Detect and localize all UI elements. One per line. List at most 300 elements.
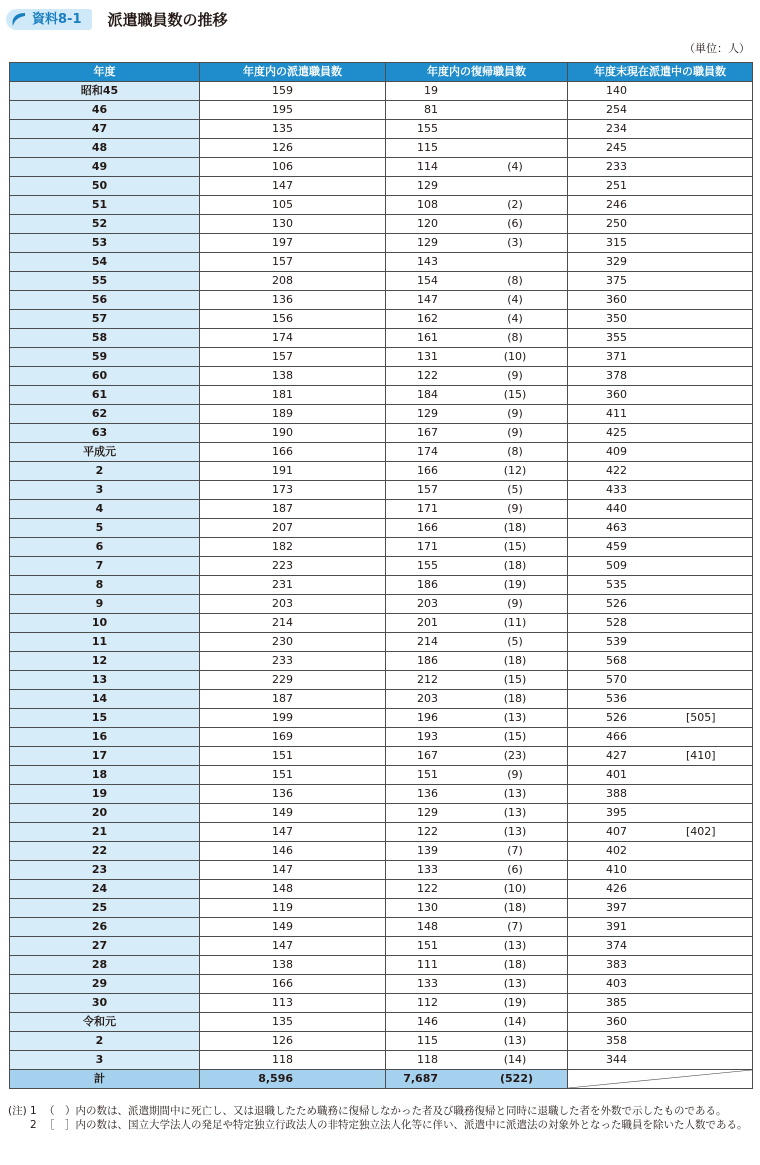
returned-note: (5) [507, 635, 523, 648]
dispatched-cell: 181 [272, 388, 293, 401]
dispatched-cell: 138 [272, 369, 293, 382]
table-row [10, 671, 753, 690]
returned-cell: 203 [417, 597, 438, 610]
returned-note: (23) [503, 749, 527, 762]
returned-note: (8) [507, 274, 523, 287]
returned-cell: 112 [417, 996, 438, 1009]
returned-cell: 147 [417, 293, 438, 306]
returned-note: (4) [507, 293, 523, 306]
returned-note: (13) [503, 825, 527, 838]
document-header [6, 8, 228, 30]
year-cell: 4 [10, 500, 200, 519]
current-cell: 459 [606, 540, 627, 553]
table-body [10, 82, 753, 1089]
total-returned-note: (522) [500, 1072, 534, 1085]
dispatched-cell: 136 [272, 787, 293, 800]
dispatched-cell: 191 [272, 464, 293, 477]
returned-cell: 129 [417, 407, 438, 420]
returned-cell: 201 [417, 616, 438, 629]
year-cell: 48 [10, 139, 200, 158]
year-cell: 25 [10, 899, 200, 918]
dispatched-cell: 190 [272, 426, 293, 439]
current-cell: 375 [606, 274, 627, 287]
table-row [10, 367, 753, 386]
dispatched-cell: 157 [272, 350, 293, 363]
year-cell: 19 [10, 785, 200, 804]
returned-cell: 118 [417, 1053, 438, 1066]
total-row [10, 1070, 753, 1089]
table-row [10, 614, 753, 633]
returned-cell: 171 [417, 540, 438, 553]
dispatched-cell: 149 [272, 806, 293, 819]
note-text: ［ ］内の数は、国立大学法人の発足や特定独立行政法人の非特定独立法人化等に伴い、派遣中に派遣法の対象外となった職員を除いた人数である。 [44, 1119, 748, 1131]
returned-cell: 184 [417, 388, 438, 401]
returned-note: (8) [507, 331, 523, 344]
table-row [10, 880, 753, 899]
returned-note: (9) [507, 502, 523, 515]
table-row [10, 747, 753, 766]
note-text: （ ）内の数は、派遣期間中に死亡し、又は退職したため職務に復帰しなかった者及び職務復帰と同時に退職した者を外数で示したものである。 [44, 1105, 727, 1117]
current-cell: 388 [606, 787, 627, 800]
current-cell: 246 [606, 198, 627, 211]
table-row [10, 861, 753, 880]
table-row [10, 215, 753, 234]
dispatched-cell: 174 [272, 331, 293, 344]
returned-cell: 122 [417, 825, 438, 838]
table-row [10, 595, 753, 614]
current-cell: 509 [606, 559, 627, 572]
returned-cell: 167 [417, 749, 438, 762]
returned-cell: 81 [424, 103, 438, 116]
returned-note: (9) [507, 426, 523, 439]
returned-note: (13) [503, 806, 527, 819]
returned-cell: 139 [417, 844, 438, 857]
table-row [10, 804, 753, 823]
year-cell: 20 [10, 804, 200, 823]
year-cell: 昭和45 [10, 82, 200, 101]
dispatched-cell: 119 [272, 901, 293, 914]
returned-note: (10) [503, 882, 527, 895]
year-cell: 3 [10, 481, 200, 500]
current-cell: 383 [606, 958, 627, 971]
current-cell: 358 [606, 1034, 627, 1047]
dispatched-cell: 166 [272, 977, 293, 990]
year-cell: 51 [10, 196, 200, 215]
unit-label: （単位：人） [684, 42, 750, 55]
returned-note: (9) [507, 369, 523, 382]
table-row [10, 82, 753, 101]
returned-note: (18) [503, 958, 527, 971]
current-cell: 344 [606, 1053, 627, 1066]
table-row [10, 253, 753, 272]
year-cell: 49 [10, 158, 200, 177]
current-cell: 250 [606, 217, 627, 230]
current-cell: 401 [606, 768, 627, 781]
table-row [10, 443, 753, 462]
dispatched-cell: 151 [272, 768, 293, 781]
year-cell: 16 [10, 728, 200, 747]
current-cell: 315 [606, 236, 627, 249]
dispatched-cell: 147 [272, 179, 293, 192]
table-row [10, 557, 753, 576]
returned-cell: 203 [417, 692, 438, 705]
returned-note: (4) [507, 312, 523, 325]
col-header-current: 年度末現在派遣中の職員数 [568, 63, 753, 82]
returned-note: (10) [503, 350, 527, 363]
current-cell: 374 [606, 939, 627, 952]
returned-note: (12) [503, 464, 527, 477]
current-cell: 397 [606, 901, 627, 914]
year-cell: 27 [10, 937, 200, 956]
dispatched-cell: 156 [272, 312, 293, 325]
current-cell: 403 [606, 977, 627, 990]
table-row [10, 177, 753, 196]
note-number: 2 [30, 1119, 37, 1131]
current-cell: 526 [606, 597, 627, 610]
returned-cell: 157 [417, 483, 438, 496]
returned-note: (19) [503, 578, 527, 591]
returned-note: (15) [503, 730, 527, 743]
current-cell: 433 [606, 483, 627, 496]
returned-note: (7) [507, 844, 523, 857]
year-cell: 2 [10, 462, 200, 481]
returned-note: (8) [507, 445, 523, 458]
returned-note: (5) [507, 483, 523, 496]
year-cell: 平成元 [10, 443, 200, 462]
current-cell: 528 [606, 616, 627, 629]
table-row [10, 386, 753, 405]
current-cell: 251 [606, 179, 627, 192]
notes-prefix: (注) [8, 1105, 27, 1117]
table-row [10, 139, 753, 158]
year-cell: 60 [10, 367, 200, 386]
dispatched-cell: 138 [272, 958, 293, 971]
dispatched-cell: 189 [272, 407, 293, 420]
document-label-text: 資料8-1 [32, 11, 82, 27]
returned-note: (14) [503, 1015, 527, 1028]
year-cell: 6 [10, 538, 200, 557]
table-row [10, 823, 753, 842]
returned-note: (13) [503, 1034, 527, 1047]
total-returned: 7,687 [403, 1072, 438, 1085]
current-cell: 254 [606, 103, 627, 116]
dispatched-cell: 135 [272, 122, 293, 135]
current-cell: 371 [606, 350, 627, 363]
current-cell: 234 [606, 122, 627, 135]
table-row [10, 424, 753, 443]
table-row [10, 1051, 753, 1070]
table-row [10, 842, 753, 861]
dispatched-cell: 147 [272, 825, 293, 838]
dispatched-cell: 199 [272, 711, 293, 724]
year-cell: 14 [10, 690, 200, 709]
table-row [10, 576, 753, 595]
diagonal-line [568, 1070, 752, 1088]
dispatched-cell: 169 [272, 730, 293, 743]
year-cell: 5 [10, 519, 200, 538]
year-cell: 13 [10, 671, 200, 690]
table-row [10, 291, 753, 310]
current-note: [402] [686, 825, 716, 838]
current-cell: 466 [606, 730, 627, 743]
table-row [10, 500, 753, 519]
year-cell: 50 [10, 177, 200, 196]
returned-note: (18) [503, 692, 527, 705]
dispatched-cell: 149 [272, 920, 293, 933]
current-cell: 360 [606, 388, 627, 401]
current-cell: 378 [606, 369, 627, 382]
current-cell: 355 [606, 331, 627, 344]
returned-cell: 155 [417, 122, 438, 135]
returned-cell: 148 [417, 920, 438, 933]
table-row [10, 709, 753, 728]
dispatched-cell: 230 [272, 635, 293, 648]
returned-cell: 162 [417, 312, 438, 325]
dispatched-cell: 203 [272, 597, 293, 610]
returned-note: (6) [507, 217, 523, 230]
year-cell: 53 [10, 234, 200, 253]
table-row [10, 766, 753, 785]
dispatched-cell: 118 [272, 1053, 293, 1066]
dispatched-cell: 214 [272, 616, 293, 629]
current-cell: 140 [606, 84, 627, 97]
current-cell: 360 [606, 1015, 627, 1028]
year-cell: 61 [10, 386, 200, 405]
year-cell: 57 [10, 310, 200, 329]
dispatched-cell: 187 [272, 692, 293, 705]
year-cell: 8 [10, 576, 200, 595]
returned-cell: 122 [417, 882, 438, 895]
table-row [10, 405, 753, 424]
table-row [10, 899, 753, 918]
year-cell: 29 [10, 975, 200, 994]
returned-cell: 212 [417, 673, 438, 686]
current-note: [505] [686, 711, 716, 724]
total-dispatched: 8,596 [258, 1072, 293, 1085]
current-cell: 245 [606, 141, 627, 154]
returned-cell: 166 [417, 521, 438, 534]
year-cell: 58 [10, 329, 200, 348]
returned-note: (18) [503, 559, 527, 572]
current-cell: 568 [606, 654, 627, 667]
returned-note: (2) [507, 198, 523, 211]
total-empty-cell [568, 1070, 753, 1089]
returned-note: (9) [507, 597, 523, 610]
year-cell: 11 [10, 633, 200, 652]
table-row [10, 918, 753, 937]
dispatched-cell: 113 [272, 996, 293, 1009]
dispatched-cell: 148 [272, 882, 293, 895]
dispatched-cell: 231 [272, 578, 293, 591]
dispatched-cell: 151 [272, 749, 293, 762]
table-row [10, 101, 753, 120]
returned-cell: 174 [417, 445, 438, 458]
returned-cell: 171 [417, 502, 438, 515]
dispatched-cell: 126 [272, 141, 293, 154]
current-cell: 350 [606, 312, 627, 325]
returned-cell: 114 [417, 160, 438, 173]
col-header-year: 年度 [10, 63, 200, 82]
current-cell: 536 [606, 692, 627, 705]
returned-cell: 214 [417, 635, 438, 648]
returned-cell: 196 [417, 711, 438, 724]
dispatched-cell: 159 [272, 84, 293, 97]
current-cell: 535 [606, 578, 627, 591]
dispatched-cell: 229 [272, 673, 293, 686]
current-cell: 526 [606, 711, 627, 724]
table-row [10, 652, 753, 671]
dispatched-cell: 147 [272, 863, 293, 876]
note-item [8, 1118, 756, 1132]
year-cell: 令和元 [10, 1013, 200, 1032]
dispatched-cell: 105 [272, 198, 293, 211]
returned-note: (9) [507, 407, 523, 420]
table-row [10, 633, 753, 652]
returned-cell: 131 [417, 350, 438, 363]
returned-note: (18) [503, 901, 527, 914]
total-label: 計 [10, 1070, 200, 1089]
returned-cell: 133 [417, 863, 438, 876]
dispatched-cell: 195 [272, 103, 293, 116]
dispatched-cell: 126 [272, 1034, 293, 1047]
dispatched-cell: 187 [272, 502, 293, 515]
swirl-icon [9, 11, 27, 28]
year-cell: 56 [10, 291, 200, 310]
year-cell: 30 [10, 994, 200, 1013]
current-cell: 329 [606, 255, 627, 268]
year-cell: 15 [10, 709, 200, 728]
current-cell: 422 [606, 464, 627, 477]
returned-cell: 130 [417, 901, 438, 914]
page-title: 派遣職員数の推移 [107, 10, 228, 29]
dispatched-cell: 136 [272, 293, 293, 306]
returned-cell: 136 [417, 787, 438, 800]
table-row [10, 234, 753, 253]
table-row [10, 462, 753, 481]
current-cell: 427 [606, 749, 627, 762]
table-row [10, 481, 753, 500]
returned-note: (19) [503, 996, 527, 1009]
table-row [10, 1032, 753, 1051]
year-cell: 62 [10, 405, 200, 424]
dispatched-cell: 157 [272, 255, 293, 268]
table-row [10, 519, 753, 538]
notes [8, 1104, 756, 1132]
current-cell: 463 [606, 521, 627, 534]
table-row [10, 196, 753, 215]
returned-cell: 108 [417, 198, 438, 211]
dispatched-cell: 207 [272, 521, 293, 534]
year-cell: 52 [10, 215, 200, 234]
year-cell: 17 [10, 747, 200, 766]
returned-cell: 120 [417, 217, 438, 230]
current-cell: 570 [606, 673, 627, 686]
returned-note: (13) [503, 711, 527, 724]
table-row [10, 1013, 753, 1032]
returned-cell: 161 [417, 331, 438, 344]
current-cell: 233 [606, 160, 627, 173]
table-row [10, 348, 753, 367]
dispatched-cell: 147 [272, 939, 293, 952]
returned-cell: 115 [417, 141, 438, 154]
year-cell: 59 [10, 348, 200, 367]
returned-cell: 166 [417, 464, 438, 477]
table-row [10, 329, 753, 348]
table-row [10, 310, 753, 329]
returned-note: (15) [503, 673, 527, 686]
returned-note: (3) [507, 236, 523, 249]
year-cell: 10 [10, 614, 200, 633]
current-cell: 440 [606, 502, 627, 515]
year-cell: 7 [10, 557, 200, 576]
returned-cell: 186 [417, 654, 438, 667]
year-cell: 55 [10, 272, 200, 291]
year-cell: 24 [10, 880, 200, 899]
dispatched-cell: 146 [272, 844, 293, 857]
current-cell: 409 [606, 445, 627, 458]
year-cell: 18 [10, 766, 200, 785]
returned-note: (18) [503, 654, 527, 667]
returned-note: (14) [503, 1053, 527, 1066]
returned-note: (4) [507, 160, 523, 173]
returned-cell: 146 [417, 1015, 438, 1028]
returned-note: (15) [503, 388, 527, 401]
current-cell: 539 [606, 635, 627, 648]
returned-cell: 122 [417, 369, 438, 382]
dispatch-table [9, 62, 753, 1089]
year-cell: 46 [10, 101, 200, 120]
dispatched-cell: 173 [272, 483, 293, 496]
table-row [10, 538, 753, 557]
year-cell: 2 [10, 1032, 200, 1051]
table-row [10, 120, 753, 139]
current-cell: 410 [606, 863, 627, 876]
returned-cell: 129 [417, 179, 438, 192]
returned-cell: 19 [424, 84, 438, 97]
returned-cell: 155 [417, 559, 438, 572]
year-cell: 54 [10, 253, 200, 272]
current-cell: 402 [606, 844, 627, 857]
table-row [10, 975, 753, 994]
dispatched-cell: 197 [272, 236, 293, 249]
dispatched-cell: 233 [272, 654, 293, 667]
year-cell: 26 [10, 918, 200, 937]
returned-cell: 133 [417, 977, 438, 990]
document-label [6, 9, 92, 30]
table-row [10, 994, 753, 1013]
year-cell: 63 [10, 424, 200, 443]
current-cell: 407 [606, 825, 627, 838]
current-cell: 385 [606, 996, 627, 1009]
returned-cell: 167 [417, 426, 438, 439]
returned-note: (13) [503, 977, 527, 990]
year-cell: 23 [10, 861, 200, 880]
current-cell: 395 [606, 806, 627, 819]
col-header-dispatched: 年度内の派遣職員数 [200, 63, 386, 82]
current-cell: 391 [606, 920, 627, 933]
returned-cell: 129 [417, 236, 438, 249]
year-cell: 47 [10, 120, 200, 139]
year-cell: 9 [10, 595, 200, 614]
returned-note: (13) [503, 787, 527, 800]
year-cell: 28 [10, 956, 200, 975]
returned-cell: 129 [417, 806, 438, 819]
note-number: 1 [30, 1105, 37, 1117]
dispatched-cell: 130 [272, 217, 293, 230]
table-row [10, 956, 753, 975]
col-header-returned: 年度内の復帰職員数 [386, 63, 568, 82]
returned-cell: 151 [417, 768, 438, 781]
